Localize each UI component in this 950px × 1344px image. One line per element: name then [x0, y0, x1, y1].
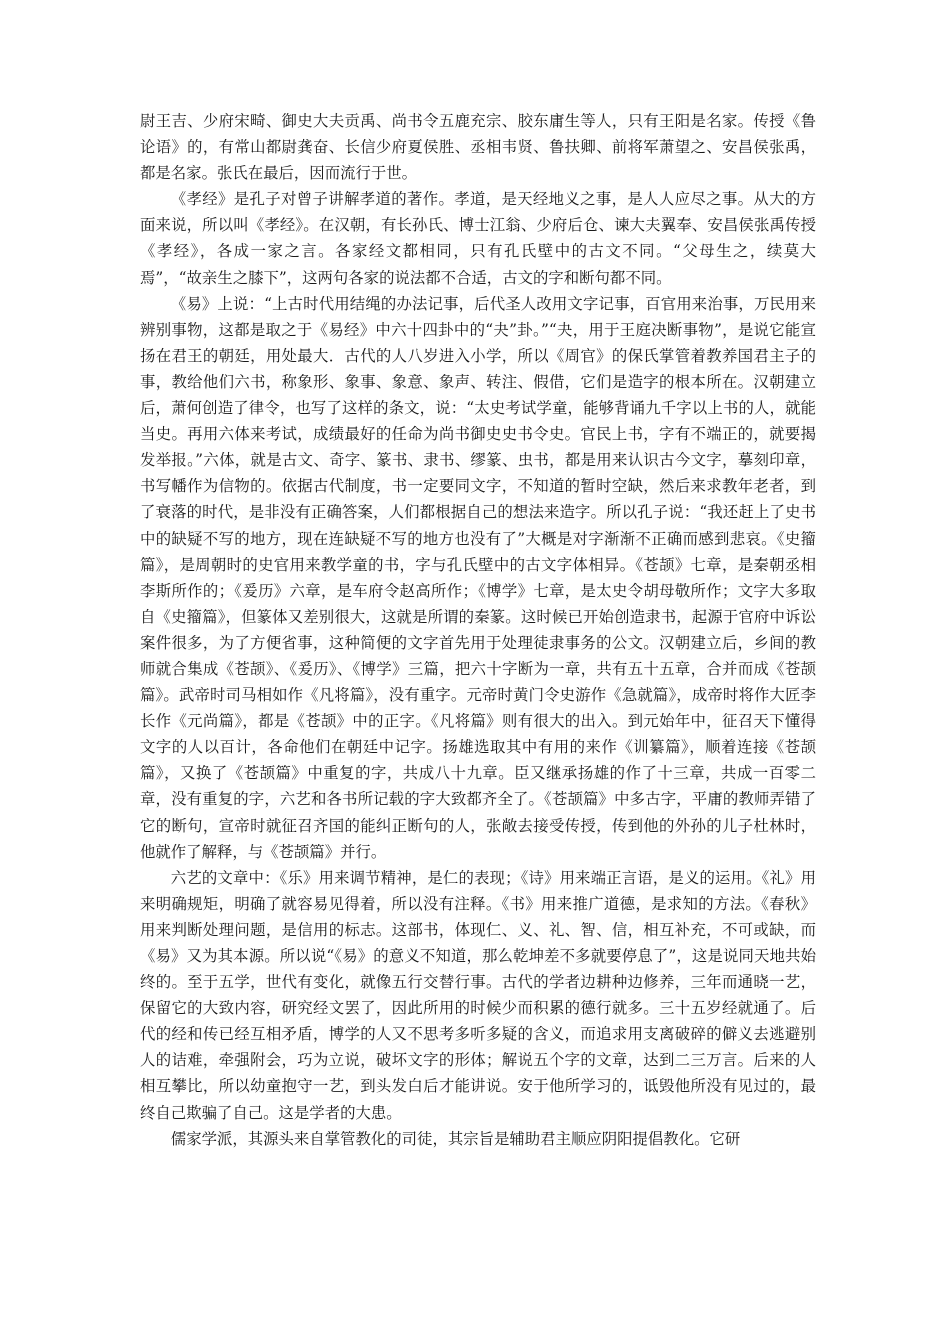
paragraph-2: 《孝经》是孔子对曾子讲解孝道的著作。孝道，是天经地义之事，是人人应尽之事。从大的方面来说，所以叫《孝经》。在汉朝，有长孙氏、博士江翁、少府后仓、谏大夫翼奉、安昌侯张禹传授《孝经》，各成一家之言。各家经文都相同，只有孔氏壁中的古文不同。“父母生之，续莫大焉”，“故亲生之膝下”，这两句各家的说法都不合适，古文的字和断句都不同。	[140, 190, 816, 287]
document-page	[140, 108, 816, 1152]
paragraph-1: 尉王吉、少府宋畸、御史大夫贡禹、尚书令五鹿充宗、胶东庸生等人，只有王阳是名家。传授《鲁论语》的，有常山都尉龚奋、长信少府夏侯胜、丞相韦贤、鲁扶卿、前将军萧望之、安昌侯张禹，都是名家。张氏在最后，因而流行于世。	[140, 112, 816, 183]
paragraph-4: 六艺的文章中：《乐》用来调节精神，是仁的表现；《诗》用来端正言语，是义的运用。《礼》用来明确规矩，明确了就容易见得着，所以没有注释。《书》用来推广道德，是求知的方法。《春秋》用来判断处理问题，是信用的标志。这部书，体现仁、义、礼、智、信，相互补充，不可或缺，而《易》又为其本源。所以说“《易》的意义不知道，那么乾坤差不多就要停息了”，这是说同天地共始终的。至于五学，世代有变化，就像五行交替行事。古代的学者边耕种边修养，三年而通晓一艺，保留它的大致内容，研究经文罢了，因此所用的时候少而积累的德行就多。三十五岁经就通了。后代的经和传已经互相矛盾，博学的人又不思考多听多疑的含义，而追求用支离破碎的僻义去逃避别人的诘难，牵强附会，巧为立说，破坏文字的形体；解说五个字的文章，达到二三万言。后来的人相互攀比，所以幼童抱守一艺，到头发白后才能讲说。安于他所学习的，诋毁他所没有见过的，最终自己欺骗了自己。这是学者的大患。	[140, 868, 816, 1122]
paragraph-5: 儒家学派，其源头来自掌管教化的司徒，其宗旨是辅助君主顺应阴阳提倡教化。它研	[170, 1129, 741, 1148]
paragraph-3: 《易》上说：“上古时代用结绳的办法记事，后代圣人改用文字记事，百官用来治事，万民用来辨别事物，这都是取之于《易经》中六十四卦中的“夬”卦。”“夬，用于王庭决断事物”，是说它能宣扬在君王的朝廷，用处最大．古代的人八岁进入小学，所以《周官》的保氏掌管着教养国君主子的事，教给他们六书，称象形、象事、象意、象声、转注、假借，它们是造字的根本所在。汉朝建立后，萧何创造了律令，也写了这样的条文，说：“太史考试学童，能够背诵九千字以上书的人，就能当史。再用六体来考试，成绩最好的任命为尚书御史史书令史。官民上书，字有不端正的，就要揭发举报。”六体，就是古文、奇字、篆书、隶书、缪篆、虫书，都是用来认识古今文字，摹刻印章，书写幡作为信物的。依据古代制度，书一定要同文字，不知道的暂时空缺，然后来求教年老者，到了衰落的时代，是非没有正确答案，人们都根据自己的想法来造字。所以孔子说：“我还赶上了史书中的缺疑不写的地方，现在连缺疑不写的地方也没有了”大概是对字渐渐不正确而感到悲哀。《史籀篇》，是周朝时的史官用来教学童的书，字与孔氏壁中的古文字体相异。《苍颉》七章，是秦朝丞相李斯所作的；《爰历》六章，是车府令赵高所作；《博学》七章，是太史令胡母敬所作；文字大多取自《史籀篇》，但篆体又差别很大，这就是所谓的秦篆。这时候已开始创造隶书，起源于官府中诉讼案件很多，为了方便省事，这种简便的文字首先用于处理徒隶事务的公文。汉朝建立后，乡间的教师就合集成《苍颉》、《爰历》、《博学》三篇，把六十字断为一章，共有五十五章，合并而成《苍颉篇》。武帝时司马相如作《凡将篇》，没有重字。元帝时黄门令史游作《急就篇》，成帝时将作大匠李长作《元尚篇》，都是《苍颉》中的正字。《凡将篇》则有很大的出入。到元始年中，征召天下懂得文字的人以百计，各命他们在朝廷中记字。扬雄选取其中有用的来作《训纂篇》，顺着连接《苍颉篇》，又换了《苍颉篇》中重复的字，共成八十九章。臣又继承扬雄的作了十三章，共成一百零二章，没有重复的字，六艺和各书所记载的字大致都齐全了。《苍颉篇》中多古字，平庸的教师弄错了它的断句，宣帝时就征召齐国的能纠正断句的人，张敞去接受传授，传到他的外孙的儿子杜林时，他就作了解释，与《苍颉篇》并行。	[140, 294, 816, 861]
